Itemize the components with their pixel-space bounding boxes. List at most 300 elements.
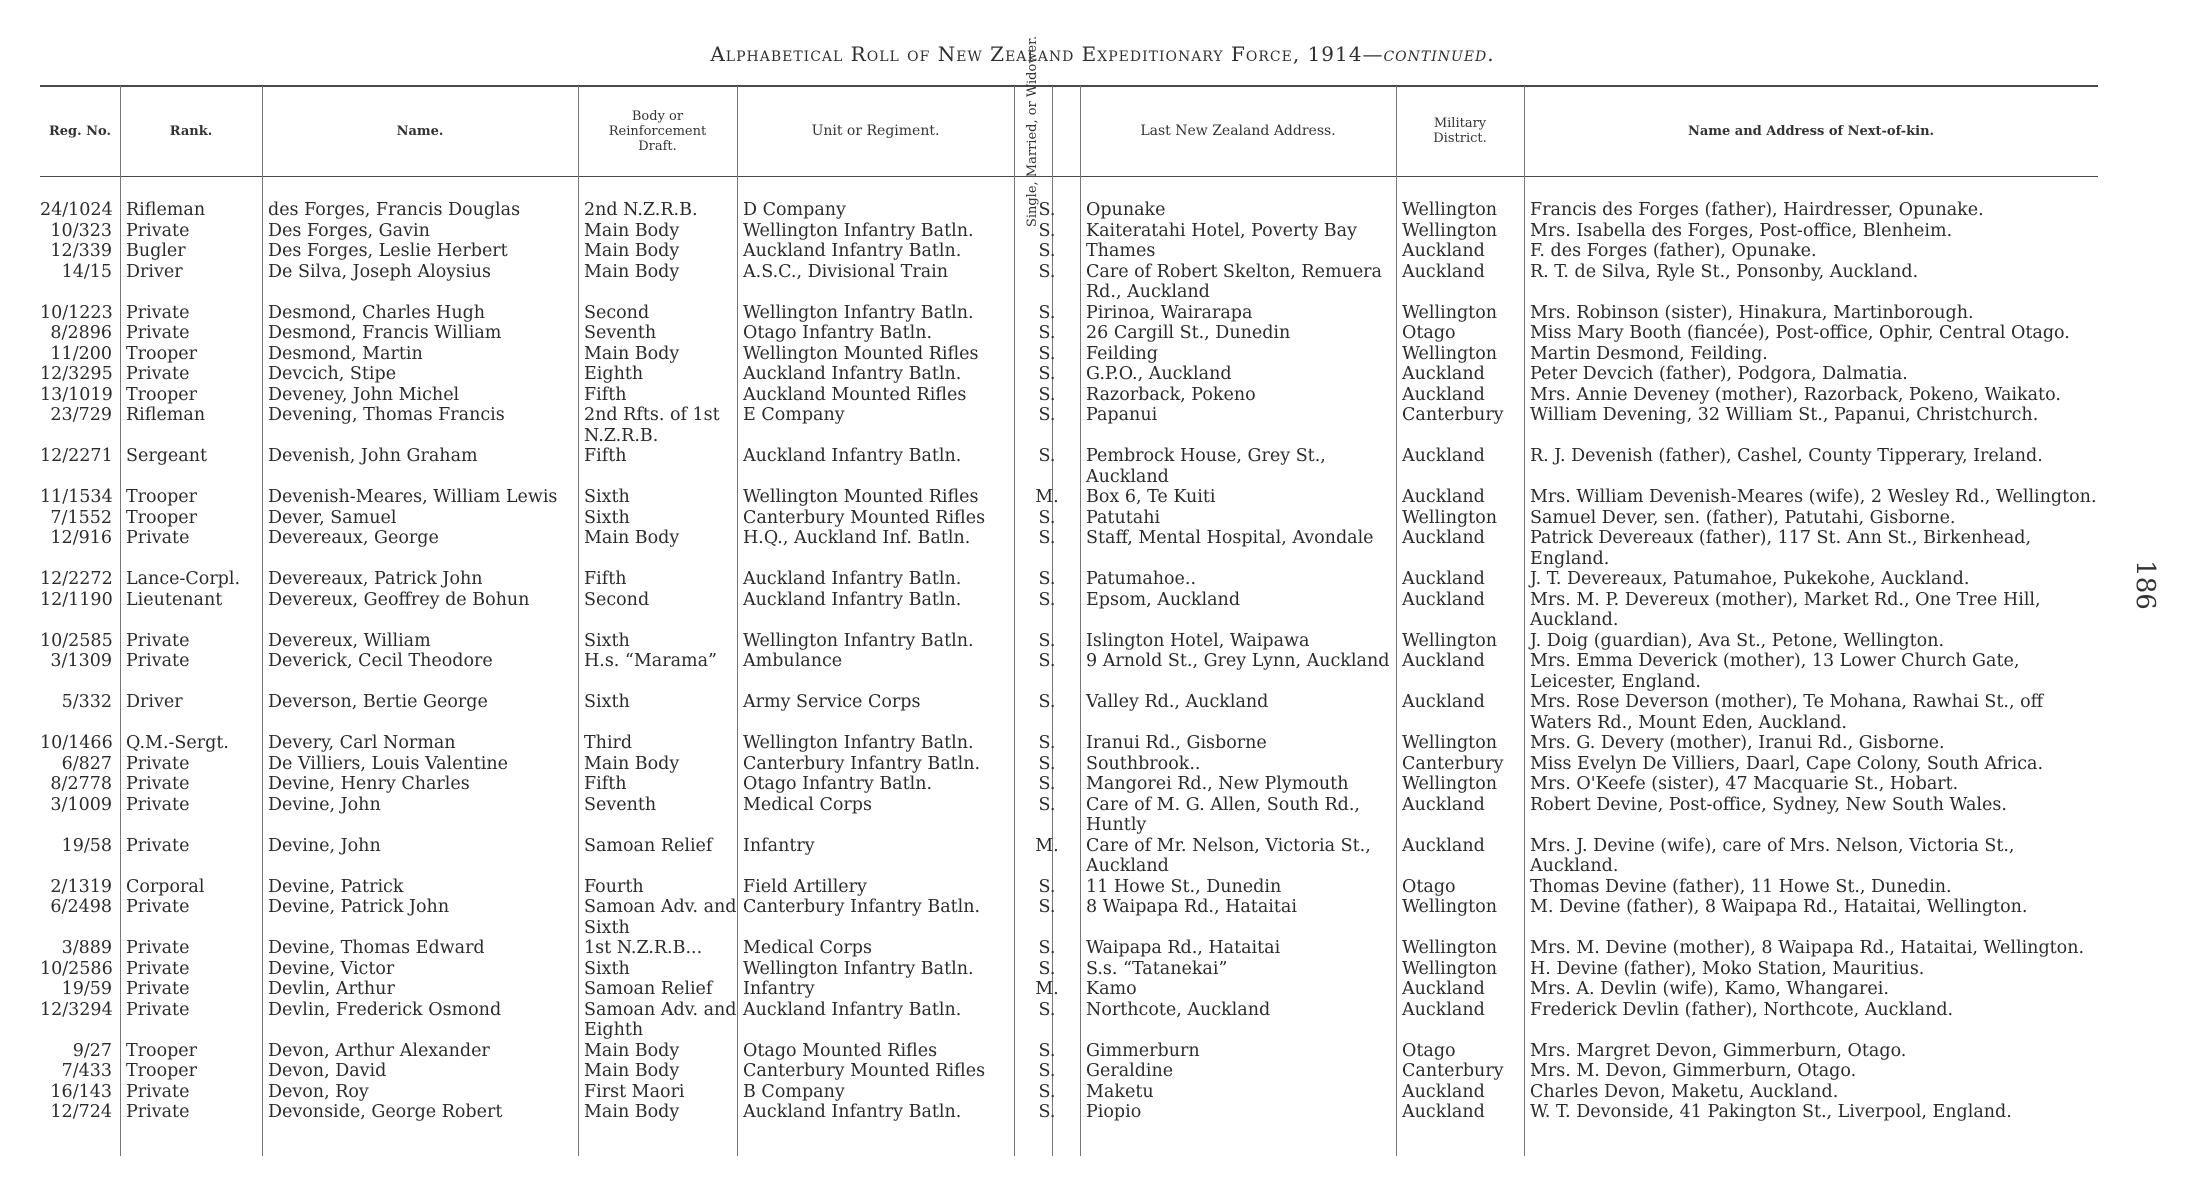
- status-cell: S.: [1038, 220, 1056, 241]
- reg-no-cell: 19/59: [61, 979, 112, 999]
- draft-cell: Samoan Adv. and Sixth: [584, 897, 737, 938]
- status-cell: S.: [1038, 753, 1056, 774]
- district-cell: Auckland: [1402, 364, 1485, 384]
- name-cell: Devcich, Stipe: [268, 364, 397, 384]
- district-cell: Wellington: [1402, 302, 1498, 323]
- name-cell: Devereaux, Patrick John: [268, 569, 483, 589]
- rank-cell: Private: [126, 1102, 190, 1122]
- table-row: [40, 446, 2098, 487]
- status-cell: S.: [1038, 241, 1056, 261]
- rank-cell: Rifleman: [126, 200, 206, 220]
- rank-cell: Sergeant: [126, 446, 208, 466]
- name-cell: Deverson, Bertie George: [268, 692, 488, 712]
- table-row: [40, 487, 2098, 508]
- district-cell: Otago: [1402, 323, 1456, 343]
- name-cell: De Villiers, Louis Valentine: [268, 753, 509, 774]
- status-cell: S.: [1038, 1040, 1056, 1061]
- reg-no-cell: 23/729: [50, 405, 112, 425]
- name-cell: Deveney, John Michel: [268, 384, 460, 405]
- next-of-kin-cell: Mrs. O'Keefe (sister), 47 Macquarie St., Hobart.: [1530, 774, 1959, 794]
- rank-cell: Private: [126, 1081, 190, 1102]
- district-cell: Wellington: [1402, 507, 1498, 528]
- status-cell: S.: [1038, 651, 1056, 671]
- district-cell: Wellington: [1402, 200, 1498, 220]
- rank-cell: Private: [126, 220, 190, 241]
- rank-cell: Lance-Corpl.: [126, 569, 241, 589]
- next-of-kin-cell: Mrs. A. Devlin (wife), Kamo, Whangarei.: [1530, 979, 1889, 999]
- unit-cell: Auckland Infantry Batln.: [743, 569, 962, 589]
- draft-cell: Fourth: [584, 876, 644, 897]
- table-row: [40, 959, 2098, 980]
- rank-cell: Private: [126, 753, 190, 774]
- rank-cell: Private: [126, 302, 190, 323]
- unit-cell: Ambulance: [743, 651, 843, 671]
- status-cell: S.: [1038, 897, 1056, 917]
- reg-no-cell: 10/1223: [40, 302, 113, 323]
- header-next-of-kin: Name and Address of Next-of-kin.: [1687, 123, 1935, 139]
- name-cell: Devenish-Meares, William Lewis: [268, 487, 558, 507]
- district-cell: Canterbury: [1402, 1061, 1504, 1081]
- next-of-kin-cell: Thomas Devine (father), 11 Howe St., Dunedin.: [1530, 876, 1952, 897]
- header-status-cell: [1014, 35, 1052, 227]
- rank-cell: Q.M.-Sergt.: [126, 733, 229, 753]
- next-of-kin-cell: Miss Evelyn De Villiers, Daarl, Cape Colony, South Africa.: [1530, 753, 2044, 774]
- draft-cell: Main Body: [584, 1040, 680, 1061]
- header-reg-no: Reg. No.: [48, 123, 112, 139]
- table-row: [40, 1082, 2098, 1103]
- table-row: [40, 877, 2098, 898]
- draft-cell: Fifth: [584, 384, 627, 405]
- rank-cell: Trooper: [126, 1061, 198, 1081]
- table-row: [40, 897, 2098, 938]
- unit-cell: Field Artillery: [743, 876, 867, 897]
- next-of-kin-cell: J. T. Devereaux, Patumahoe, Pukekohe, Auckland.: [1530, 569, 1970, 589]
- status-cell: S.: [1038, 958, 1056, 979]
- address-cell: Feilding: [1086, 343, 1159, 364]
- draft-cell: Samoan Relief: [584, 835, 713, 856]
- district-cell: Wellington: [1402, 897, 1498, 917]
- reg-no-cell: 7/433: [61, 1061, 112, 1081]
- address-cell: Mangorei Rd., New Plymouth: [1086, 774, 1349, 794]
- name-cell: Devine, Patrick: [268, 876, 404, 897]
- name-cell: Devon, Roy: [268, 1081, 369, 1102]
- address-cell: Kaiteratahi Hotel, Poverty Bay: [1086, 220, 1357, 241]
- reg-no-cell: 13/1019: [40, 384, 113, 405]
- name-cell: Devine, John: [268, 794, 381, 815]
- district-cell: Auckland: [1402, 1081, 1485, 1102]
- draft-cell: Main Body: [584, 220, 680, 241]
- unit-cell: E Company: [743, 405, 845, 425]
- next-of-kin-cell: William Devening, 32 William St., Papanui, Christchurch.: [1530, 405, 2039, 425]
- status-cell: S.: [1038, 302, 1056, 323]
- unit-cell: Wellington Infantry Batln.: [743, 733, 974, 753]
- address-cell: Kamo: [1086, 979, 1137, 999]
- next-of-kin-cell: Charles Devon, Maketu, Auckland.: [1530, 1081, 1839, 1102]
- name-cell: Devine, Thomas Edward: [268, 938, 485, 958]
- address-cell: Opunake: [1086, 200, 1166, 220]
- address-cell: Care of Mr. Nelson, Victoria St., Auckland: [1086, 835, 1371, 876]
- name-cell: Des Forges, Gavin: [268, 220, 430, 241]
- rank-cell: Lieutenant: [126, 589, 223, 610]
- draft-cell: Seventh: [584, 323, 657, 343]
- rank-cell: Private: [126, 794, 190, 815]
- table-row: [40, 303, 2098, 324]
- next-of-kin-cell: J. Doig (guardian), Ava St., Petone, Wellington.: [1530, 630, 1945, 651]
- address-cell: Pembrock House, Grey St., Auckland: [1086, 446, 1326, 487]
- name-cell: Devine, Victor: [268, 958, 395, 979]
- status-cell: S.: [1038, 200, 1056, 220]
- name-cell: Devine, Patrick John: [268, 897, 450, 917]
- reg-no-cell: 10/1466: [40, 733, 113, 753]
- reg-no-cell: 10/2585: [40, 630, 113, 651]
- table-row: [40, 200, 2098, 221]
- name-cell: Devon, David: [268, 1061, 387, 1081]
- status-cell: S.: [1038, 630, 1056, 651]
- status-cell: S.: [1038, 261, 1056, 282]
- district-cell: Auckland: [1402, 261, 1485, 282]
- reg-no-cell: 2/1319: [50, 876, 112, 897]
- reg-no-cell: 16/143: [50, 1081, 112, 1102]
- table-row: [40, 774, 2098, 795]
- table-row: [40, 590, 2098, 631]
- unit-cell: Wellington Infantry Batln.: [743, 220, 974, 241]
- district-cell: Auckland: [1402, 384, 1485, 405]
- reg-no-cell: 12/1190: [40, 589, 113, 610]
- next-of-kin-cell: H. Devine (father), Moko Station, Mauritius.: [1530, 958, 1925, 979]
- reg-no-cell: 11/1534: [40, 487, 113, 507]
- rank-cell: Trooper: [126, 384, 198, 405]
- unit-cell: Wellington Infantry Batln.: [743, 958, 974, 979]
- address-cell: 8 Waipapa Rd., Hataitai: [1086, 897, 1297, 917]
- name-cell: des Forges, Francis Douglas: [268, 200, 521, 220]
- header-status: Single, Married, or Widower.: [1025, 35, 1041, 227]
- rank-cell: Private: [126, 323, 190, 343]
- draft-cell: 2nd Rfts. of 1st N.Z.R.B.: [584, 405, 720, 446]
- address-cell: 26 Cargill St., Dunedin: [1086, 323, 1291, 343]
- draft-cell: Main Body: [584, 343, 680, 364]
- draft-cell: H.s. “Marama”: [584, 651, 718, 671]
- draft-cell: Sixth: [584, 958, 630, 979]
- unit-cell: Infantry: [743, 835, 815, 856]
- rank-cell: Corporal: [126, 876, 205, 897]
- district-cell: Auckland: [1402, 1102, 1485, 1122]
- draft-cell: Main Body: [584, 753, 680, 774]
- unit-cell: Wellington Mounted Rifles: [743, 487, 979, 507]
- name-cell: Deverick, Cecil Theodore: [268, 651, 493, 671]
- table-row: [40, 836, 2098, 877]
- rank-cell: Private: [126, 364, 190, 384]
- name-cell: Devonside, George Robert: [268, 1102, 503, 1122]
- header-unit: Unit or Regiment.: [811, 122, 940, 139]
- reg-no-cell: 3/889: [61, 938, 112, 958]
- status-cell: S.: [1038, 384, 1056, 405]
- table-row: [40, 938, 2098, 959]
- rank-cell: Trooper: [126, 487, 198, 507]
- page-title: [0, 42, 2205, 66]
- table-row: [40, 405, 2098, 446]
- address-cell: Staff, Mental Hospital, Avondale: [1086, 528, 1374, 548]
- draft-cell: Samoan Adv. and Eighth: [584, 999, 737, 1040]
- next-of-kin-cell: Miss Mary Booth (fiancée), Post-office, Ophir, Central Otago.: [1530, 323, 2070, 343]
- unit-cell: Otago Infantry Batln.: [743, 323, 933, 343]
- district-cell: Wellington: [1402, 220, 1498, 241]
- unit-cell: Wellington Mounted Rifles: [743, 343, 979, 364]
- address-cell: Geraldine: [1086, 1061, 1174, 1081]
- address-cell: Pirinoa, Wairarapa: [1086, 302, 1253, 323]
- name-cell: Devening, Thomas Francis: [268, 405, 505, 425]
- status-cell: S.: [1038, 589, 1056, 610]
- district-cell: Otago: [1402, 876, 1456, 897]
- header-rank: Rank.: [169, 123, 213, 139]
- draft-cell: Fifth: [584, 446, 627, 466]
- address-cell: Iranui Rd., Gisborne: [1086, 733, 1267, 753]
- status-cell: S.: [1038, 1081, 1056, 1102]
- table-row: [40, 795, 2098, 836]
- next-of-kin-cell: Peter Devcich (father), Podgora, Dalmatia.: [1530, 364, 1908, 384]
- unit-cell: Otago Infantry Batln.: [743, 774, 933, 794]
- next-of-kin-cell: Martin Desmond, Feilding.: [1530, 343, 1768, 364]
- address-cell: Thames: [1086, 241, 1156, 261]
- table-row: [40, 1061, 2098, 1082]
- name-cell: Devenish, John Graham: [268, 446, 478, 466]
- next-of-kin-cell: R. T. de Silva, Ryle St., Ponsonby, Auckland.: [1530, 261, 1919, 282]
- district-cell: Auckland: [1402, 999, 1485, 1020]
- status-cell: S.: [1038, 733, 1056, 753]
- unit-cell: Auckland Infantry Batln.: [743, 446, 962, 466]
- table-row: [40, 631, 2098, 652]
- name-cell: Devereux, Geoffrey de Bohun: [268, 589, 530, 610]
- table-row: [40, 979, 2098, 1000]
- next-of-kin-cell: Mrs. Annie Deveney (mother), Razorback, Pokeno, Waikato.: [1530, 384, 2061, 405]
- name-cell: De Silva, Joseph Aloysius: [268, 261, 491, 282]
- draft-cell: Eighth: [584, 364, 644, 384]
- next-of-kin-cell: Robert Devine, Post-office, Sydney, New South Wales.: [1530, 794, 2007, 815]
- next-of-kin-cell: W. T. Devonside, 41 Pakington St., Liverpool, England.: [1530, 1102, 2012, 1122]
- name-cell: Dever, Samuel: [268, 507, 397, 528]
- table-row: [40, 733, 2098, 754]
- next-of-kin-cell: Samuel Dever, sen. (father), Patutahi, Gisborne.: [1530, 507, 1956, 528]
- district-cell: Auckland: [1402, 835, 1485, 856]
- district-cell: Otago: [1402, 1040, 1456, 1061]
- draft-cell: Sixth: [584, 692, 630, 712]
- status-cell: S.: [1038, 323, 1056, 343]
- address-cell: Piopio: [1086, 1102, 1142, 1122]
- address-cell: Valley Rd., Auckland: [1086, 692, 1269, 712]
- status-cell: S.: [1038, 569, 1056, 589]
- district-cell: Auckland: [1402, 692, 1485, 712]
- draft-cell: Sixth: [584, 630, 630, 651]
- district-cell: Auckland: [1402, 241, 1485, 261]
- name-cell: Des Forges, Leslie Herbert: [268, 241, 508, 261]
- unit-cell: B Company: [743, 1081, 845, 1102]
- next-of-kin-cell: F. des Forges (father), Opunake.: [1530, 241, 1817, 261]
- reg-no-cell: 6/2498: [50, 897, 112, 917]
- name-cell: Devereaux, George: [268, 528, 439, 548]
- draft-cell: First Maori: [584, 1081, 685, 1102]
- unit-cell: Army Service Corps: [743, 692, 921, 712]
- status-cell: S.: [1038, 507, 1056, 528]
- draft-cell: Second: [584, 589, 650, 610]
- status-cell: M.: [1035, 835, 1059, 856]
- table-row: [40, 241, 2098, 262]
- address-cell: Gimmerburn: [1086, 1040, 1200, 1061]
- address-cell: Northcote, Auckland: [1086, 999, 1271, 1020]
- rank-cell: Private: [126, 835, 190, 856]
- district-cell: Wellington: [1402, 733, 1498, 753]
- district-cell: Auckland: [1402, 979, 1485, 999]
- roll-body: [40, 200, 2098, 1123]
- rank-cell: Private: [126, 630, 190, 651]
- draft-cell: Fifth: [584, 569, 627, 589]
- draft-cell: Second: [584, 302, 650, 323]
- next-of-kin-cell: Mrs. J. Devine (wife), care of Mrs. Nelson, Victoria St., Auckland.: [1530, 835, 2015, 876]
- address-cell: Care of Robert Skelton, Remuera Rd., Auckland: [1086, 261, 1382, 302]
- reg-no-cell: 8/2896: [50, 323, 112, 343]
- next-of-kin-cell: Mrs. M. Devine (mother), 8 Waipapa Rd., Hataitai, Wellington.: [1530, 938, 2085, 958]
- address-cell: Box 6, Te Kuiti: [1086, 487, 1216, 507]
- next-of-kin-cell: Mrs. M. P. Devereux (mother), Market Rd., One Tree Hill, Auckland.: [1530, 589, 2041, 630]
- status-cell: S.: [1038, 794, 1056, 815]
- draft-cell: Third: [584, 733, 633, 753]
- unit-cell: Wellington Infantry Batln.: [743, 630, 974, 651]
- status-cell: M.: [1035, 979, 1059, 999]
- table-row: [40, 1000, 2098, 1041]
- name-cell: Devlin, Arthur: [268, 979, 395, 999]
- address-cell: 9 Arnold St., Grey Lynn, Auckland: [1086, 651, 1390, 671]
- status-cell: S.: [1038, 1102, 1056, 1122]
- table-row: [40, 692, 2098, 733]
- draft-cell: Main Body: [584, 1061, 680, 1081]
- header-district: Military District.: [1433, 116, 1487, 146]
- rank-cell: Rifleman: [126, 405, 206, 425]
- rank-cell: Private: [126, 651, 190, 671]
- next-of-kin-cell: Mrs. Margret Devon, Gimmerburn, Otago.: [1530, 1040, 1907, 1061]
- header-name: Name.: [396, 123, 444, 139]
- district-cell: Wellington: [1402, 958, 1498, 979]
- status-cell: S.: [1038, 938, 1056, 958]
- unit-cell: Auckland Infantry Batln.: [743, 241, 962, 261]
- next-of-kin-cell: Mrs. Robinson (sister), Hinakura, Martinborough.: [1530, 302, 1974, 323]
- table-row: [40, 1102, 2098, 1123]
- name-cell: Devine, John: [268, 835, 381, 856]
- header-address: Last New Zealand Address.: [1140, 122, 1336, 139]
- reg-no-cell: 6/827: [61, 753, 112, 774]
- district-cell: Auckland: [1402, 487, 1485, 507]
- unit-cell: Canterbury Mounted Rifles: [743, 1061, 986, 1081]
- reg-no-cell: 11/200: [50, 343, 112, 364]
- header-rule: [40, 176, 2098, 177]
- reg-no-cell: 10/323: [50, 220, 112, 241]
- draft-cell: Main Body: [584, 261, 680, 282]
- draft-cell: Main Body: [584, 1102, 680, 1122]
- reg-no-cell: 9/27: [72, 1040, 112, 1061]
- unit-cell: Medical Corps: [743, 938, 872, 958]
- draft-cell: Sixth: [584, 487, 630, 507]
- next-of-kin-cell: Mrs. M. Devon, Gimmerburn, Otago.: [1530, 1061, 1857, 1081]
- reg-no-cell: 24/1024: [40, 200, 113, 220]
- next-of-kin-cell: R. J. Devenish (father), Cashel, County Tipperary, Ireland.: [1530, 446, 2043, 466]
- status-cell: S.: [1038, 364, 1056, 384]
- reg-no-cell: 14/15: [61, 261, 112, 282]
- name-cell: Devereux, William: [268, 630, 431, 651]
- status-cell: S.: [1038, 774, 1056, 794]
- header-draft: Body or Reinforcement Draft.: [608, 108, 707, 154]
- district-cell: Wellington: [1402, 938, 1498, 958]
- status-cell: S.: [1038, 343, 1056, 364]
- unit-cell: Infantry: [743, 979, 815, 999]
- reg-no-cell: 12/724: [50, 1102, 112, 1122]
- name-cell: Devon, Arthur Alexander: [268, 1040, 490, 1061]
- status-cell: S.: [1038, 446, 1056, 466]
- reg-no-cell: 10/2586: [40, 958, 113, 979]
- rank-cell: Trooper: [126, 343, 198, 364]
- address-cell: Waipapa Rd., Hataitai: [1086, 938, 1281, 958]
- unit-cell: A.S.C., Divisional Train: [743, 261, 949, 282]
- rank-cell: Private: [126, 897, 190, 917]
- reg-no-cell: 12/2271: [40, 446, 113, 466]
- address-cell: Maketu: [1086, 1081, 1154, 1102]
- table-row: [40, 569, 2098, 590]
- address-cell: Islington Hotel, Waipawa: [1086, 630, 1310, 651]
- table-row: [40, 262, 2098, 303]
- unit-cell: Canterbury Mounted Rifles: [743, 507, 986, 528]
- district-cell: Auckland: [1402, 794, 1485, 815]
- next-of-kin-cell: Mrs. Rose Deverson (mother), Te Mohana, Rawhai St., off Waters Rd., Mount Eden, Auckland.: [1530, 692, 2044, 733]
- draft-cell: Main Body: [584, 241, 680, 261]
- rank-cell: Private: [126, 528, 190, 548]
- rank-cell: Driver: [126, 261, 183, 282]
- unit-cell: Auckland Infantry Batln.: [743, 999, 962, 1020]
- address-cell: Southbrook..: [1086, 753, 1201, 774]
- page-number: 186: [2129, 560, 2160, 610]
- next-of-kin-cell: Mrs. William Devenish-Meares (wife), 2 Wesley Rd., Wellington.: [1530, 487, 2097, 507]
- table-row: [40, 528, 2098, 569]
- draft-cell: 2nd N.Z.R.B.: [584, 200, 698, 220]
- next-of-kin-cell: Mrs. Isabella des Forges, Post-office, Blenheim.: [1530, 220, 1953, 241]
- next-of-kin-cell: Francis des Forges (father), Hairdresser, Opunake.: [1530, 200, 1984, 220]
- rank-cell: Private: [126, 774, 190, 794]
- reg-no-cell: 12/2272: [40, 569, 113, 589]
- unit-cell: Auckland Infantry Batln.: [743, 589, 962, 610]
- name-cell: Devery, Carl Norman: [268, 733, 456, 753]
- rank-cell: Private: [126, 979, 190, 999]
- reg-no-cell: 8/2778: [50, 774, 112, 794]
- status-cell: S.: [1038, 405, 1056, 425]
- reg-no-cell: 3/1009: [50, 794, 112, 815]
- roll-table: [40, 200, 2098, 1123]
- next-of-kin-cell: Mrs. Emma Deverick (mother), 13 Lower Church Gate, Leicester, England.: [1530, 651, 2020, 692]
- table-row: [40, 754, 2098, 775]
- next-of-kin-cell: Patrick Devereaux (father), 117 St. Ann St., Birkenhead, England.: [1530, 528, 2032, 569]
- draft-cell: Fifth: [584, 774, 627, 794]
- address-cell: Patutahi: [1086, 507, 1161, 528]
- table-row: [40, 1041, 2098, 1062]
- address-cell: Epsom, Auckland: [1086, 589, 1241, 610]
- unit-cell: Otago Mounted Rifles: [743, 1040, 938, 1061]
- title-continued: continued.: [1383, 42, 1495, 66]
- address-cell: S.s. “Tatanekai”: [1086, 958, 1228, 979]
- district-cell: Wellington: [1402, 774, 1498, 794]
- district-cell: Auckland: [1402, 651, 1485, 671]
- reg-no-cell: 3/1309: [50, 651, 112, 671]
- district-cell: Canterbury: [1402, 753, 1504, 774]
- address-cell: Patumahoe..: [1086, 569, 1197, 589]
- unit-cell: Medical Corps: [743, 794, 872, 815]
- district-cell: Auckland: [1402, 446, 1485, 466]
- rank-cell: Trooper: [126, 1040, 198, 1061]
- rank-cell: Trooper: [126, 507, 198, 528]
- district-cell: Wellington: [1402, 343, 1498, 364]
